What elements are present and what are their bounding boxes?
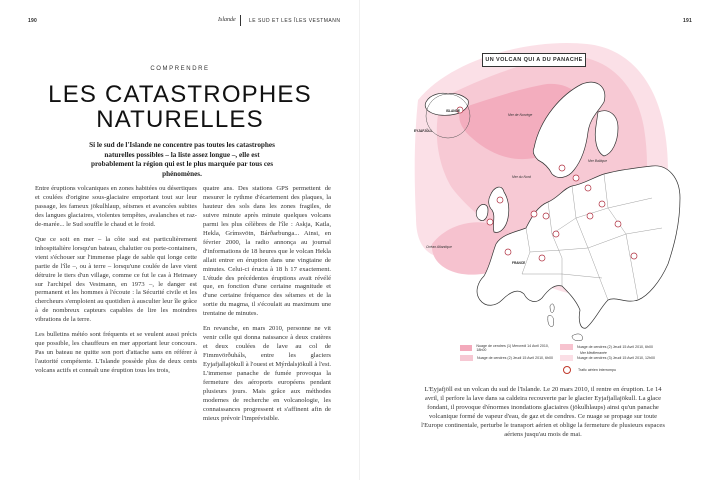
map-caption: L'Eyjafjöll est un volcan du sud de l'Islande. Le 20 mars 2010, il rentre en éruption. Le 14 avril, il perfore la lave dans sa caldeira recouverte par le glacier Eyjafjallajökull. La glace fondant, il provoque d'énormes inondations glaciaires (jökulhlaups) ainsi qu'un panache volcanique formé de vapeur d'eau, de gaz et de cendres. Ce nuage se propage sur toute l'Europe continentale, perturbe le transport aérien et oblige la fermeture de plusieurs espaces aériens jusqu'au mois de mai. [421,386,665,438]
paragraph: En revanche, en mars 2010, personne ne vit venir celle qui donna naissance à deux cratères et deux coulées de lave au col de Fimmvörðuháls, entre les glaciers Eyjafjallajökull à l'ouest et Mýrdalsjökull à l'est. L'immense panache de fumée provoqua la fermeture des aéroports européens pendant plusieurs jours. Mais grâce aux méthodes modernes de recherche en volcanologie, les connaissances progressent et s'affinent afin de mieux prévoir l'imprévisible. [203,325,331,422]
page-title [40,82,320,132]
legend-label: Nuage de cendres (3) Jeudi 15 Avril 2010, 12h00 [577,355,656,360]
legend-item [560,366,660,374]
lead-paragraph: Si le sud de l'Islande ne concentre pas toutes les catastrophes naturelles possibles – la liste assez longue –, elle est probablement la région qui est le plus marquée par tous ces phénomènes. [89,141,275,178]
legend-label: Trafic aérien interrompu [578,367,617,372]
legend-item [560,355,660,361]
map-title-badge: UN VOLCAN QUI A DU PANACHE [482,53,586,67]
legend-swatch [560,355,573,361]
legend-label: Nuage de cendres (2) Jeudi 15 Avril 2010, 6h00 [477,355,554,360]
air-traffic-icon [563,366,571,374]
body-column-1 [35,185,197,382]
map-label-mediterranee: Mer Méditerranée [580,351,607,355]
legend-item [560,344,660,350]
paragraph: Les bulletins météo sont fréquents et se veulent aussi précis que possible, les chauffeurs en mer apportant leur concours. Pas un bateau ne quitte son port d'attache sans en référer à l'autorité compétente. L'Islande possède plus de deux cents volcans actifs et connaît une éruption tous les trois, [35,331,197,375]
paragraph: quatre ans. Des stations GPS permettent de mesurer le rythme d'écartement des plaques, la hauteur des sols dans les zones fragiles, de suivre minute après minute quelques volcans parmi les plus célèbres de l'île : Askja, Katla, Hekla, Grímsvötn, Bárðarbunga... Ainsi, en février 2000, la radio annonça au journal d'informations de 18 heures que le volcan Hekla allait entrer en éruption dans une vingtaine de minutes. Celui-ci éructa à 18 h 17 exactement. L'étude des précédentes éruptions avait révélé que, en fonction d'une certaine magnitude et d'une certaine fréquence des séismes et de la sortie du magma, il s'écoulait au maximum une trentaine de minutes. [203,185,331,318]
legend-item [460,344,556,353]
island-sardinia [548,315,554,326]
map-label-eyjafjoll: EYJAFJÖLL [414,129,433,133]
map-label-mer-nord: Mer du Nord [512,175,531,179]
island-corsica [550,304,554,313]
europe-ash-cloud-map [412,38,684,366]
page-number-left: 190 [28,18,37,24]
page-number-right: 191 [683,18,692,24]
running-header-title: LE SUD ET LES ÎLES VESTMANN [249,18,341,24]
page-title-line2: NATURELLES [96,106,264,133]
section-kicker: COMPRENDRE [150,66,210,72]
page-title-line1: LES CATASTROPHES [48,81,312,108]
legend-swatch [460,355,473,361]
header-divider [240,15,241,26]
legend-swatch [560,344,573,350]
map-label-france: FRANCE [512,261,526,265]
paragraph: Que ce soit en mer – la côte sud est particulièrement inhospitalière lorsqu'un bateau, chalutier ou porte-containers, vient s'échouer sur l'immense plage de sable qui longe cette partie de l'île –, ou à terre – lorsqu'une coulée de lave vient détruire le tiers d'un village, comme ce fut le cas à Heimaey sur l'archipel des Vestmann, en 1973 –, le danger est permanent et les hommes à l'écoute : la Sécurité civile et les chercheurs s'emploient au quotidien à ausculter leur île grâce à de nombreux capteurs capables de lire les moindres vibrations de la terre. [35,235,197,324]
running-header-country: Islande [218,17,236,23]
map-label-mer-norvege: Mer de Norvège [508,113,533,117]
body-column-2 [203,185,331,430]
island-sicily [572,334,582,341]
legend-label: Nuage de cendres (2) Jeudi 15 Avril 2010, 6h00 [577,344,654,349]
legend-label: Nuage de cendres (1) Mercredi 14 Avril 2010, 18h00 [476,344,549,353]
book-spine [359,0,360,480]
paragraph: Entre éruptions volcaniques en zones habitées ou désertiques et coulées d'origine sous-glaciaire emportant tout sur leur passage, les fameux jökulhlaup, séismes et avancées subites des langues glaciaires, violentes tempêtes, avalanches et raz-de-marée... le Sud souffle le chaud et le froid. [35,185,197,228]
legend-swatch [460,345,472,351]
map-label-mer-baltique: Mer Baltique [588,159,608,163]
map-label-ocean: Océan Atlantique [426,245,452,249]
legend-item [460,355,556,361]
map-label-islande: ISLANDE [446,109,460,113]
